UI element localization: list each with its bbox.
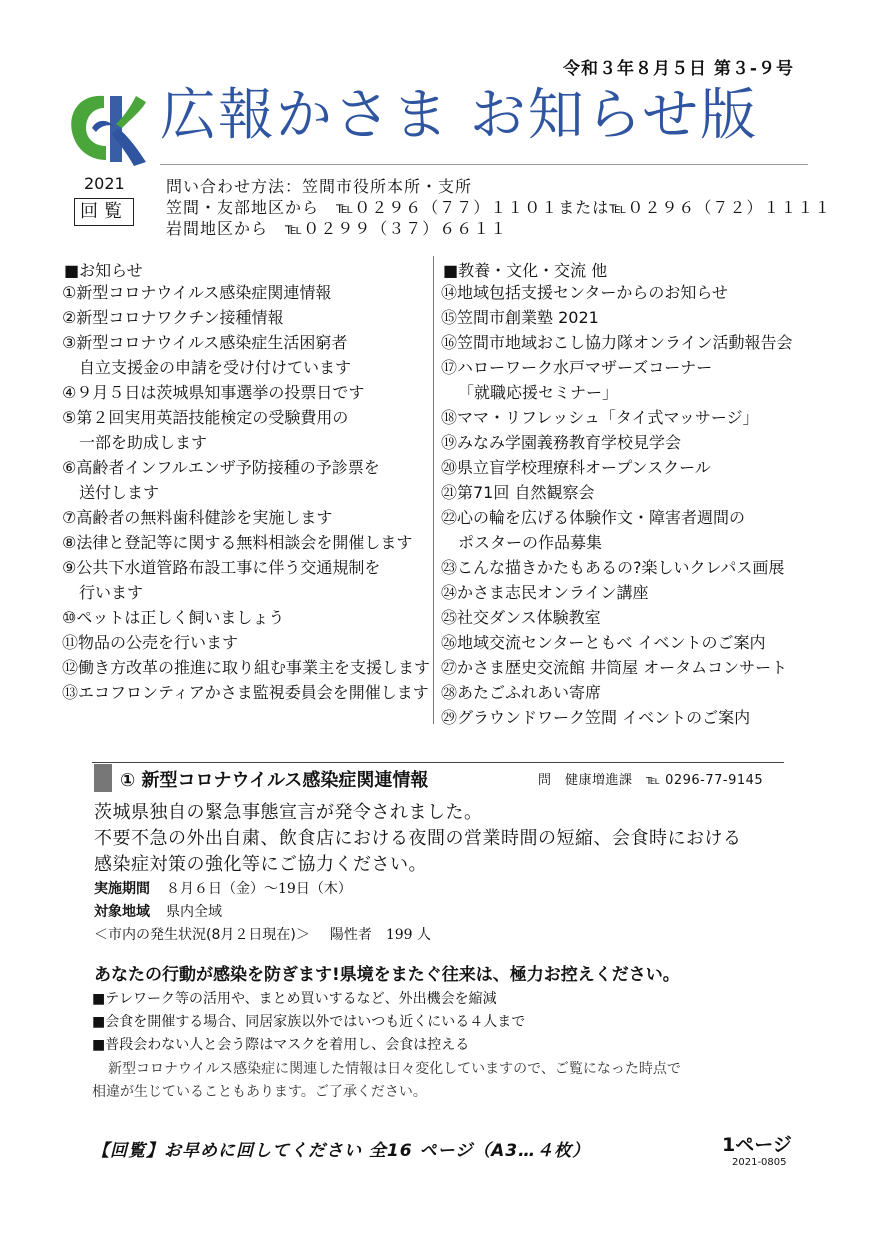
toc-item: ㉔かさま志民オンライン講座	[441, 583, 649, 602]
toc-item: ③新型コロナウイルス感染症生活困窮者	[62, 333, 348, 352]
contact-line-2: 笠間・友部地区から ℡０２９６（７７）１１０１または℡０２９６（７２）１１１１	[166, 198, 832, 217]
lead-line-1: 茨城県独自の緊急事態宣言が発令されました。	[94, 802, 483, 823]
kairan-box: 回覧	[74, 198, 134, 226]
toc-item: ㉙グラウンドワーク笠間 イベントのご案内	[441, 708, 751, 727]
note-line-2: 相違が生じていることもあります。ご了承ください。	[92, 1084, 427, 1100]
toc-item: ㉕社交ダンス体験教室	[441, 608, 601, 627]
toc-item: ㉘あたごふれあい寄席	[441, 683, 602, 702]
article-rule	[92, 762, 784, 763]
lead-line-2: 不要不急の外出自粛、飲食店における夜間の営業時間の短縮、会食時における	[94, 828, 742, 849]
article-title-bar	[94, 764, 112, 792]
area-row	[94, 901, 222, 921]
toc-item: ㉗かさま歴史交流館 井筒屋 オータムコンサート	[441, 658, 788, 677]
year-label: 2021	[84, 174, 125, 193]
page-number: 1ページ	[722, 1134, 792, 1156]
period-label: 実施期間	[94, 881, 150, 897]
toc-item: ④９月５日は茨城県知事選挙の投票日です	[62, 383, 365, 402]
toc-item: ⑫働き方改革の推進に取り組む事業主を支援します	[62, 658, 431, 677]
toc-item: ⑥高齢者インフルエンザ予防接種の予診票を	[62, 458, 380, 477]
toc-item: ⑦高齢者の無料歯科健診を実施します	[62, 508, 333, 527]
toc-item: ⑲みなみ学園義務教育学校見学会	[441, 433, 682, 452]
period-row	[94, 878, 352, 898]
status-row	[94, 924, 431, 944]
note-line-1: 新型コロナウイルス感染症に関連した情報は日々変化していますので、ご覧になった時点で	[108, 1061, 681, 1077]
masthead-rule	[160, 164, 808, 165]
toc-item: ㉖地域交流センターともべ イベントのご案内	[441, 633, 766, 652]
toc-item-continuation: 一部を助成します	[79, 433, 208, 452]
contact-line-1: 問い合わせ方法：笠間市役所本所・支所	[166, 177, 473, 196]
toc-left-heading: ■お知らせ	[64, 261, 143, 280]
toc-item: ⑪物品の公売を行います	[62, 633, 239, 652]
circulate-notice: 【回覧】お早めに回してください 全16 ページ（A3…４枚）	[92, 1141, 591, 1161]
toc-right-heading: ■教養・文化・交流 他	[443, 261, 608, 280]
bullet-1: ■テレワーク等の活用や、まとめ買いするなど、外出機会を縮減	[92, 991, 497, 1007]
toc-item: ⑳県立盲学校理療科オープンスクール	[441, 458, 711, 477]
toc-item: ①新型コロナウイルス感染症関連情報	[62, 283, 332, 302]
toc-item-continuation: 自立支援金の申請を受け付けています	[79, 358, 352, 377]
toc-item-continuation: 「就職応援セミナー」	[458, 383, 619, 402]
bullet-2: ■会食を開催する場合、同居家族以外ではいつも近くにいる４人まで	[92, 1014, 526, 1030]
area-value: 県内全域	[166, 904, 222, 920]
toc-item: ㉒心の輪を広げる体験作文・障害者週間の	[441, 508, 746, 527]
toc-item: ⑰ハローワーク水戸マザーズコーナー	[441, 358, 713, 377]
toc-right-list	[441, 280, 793, 730]
toc-item: ⑱ママ・リフレッシュ「タイ式マッサージ」	[441, 408, 759, 427]
toc-item-continuation: ポスターの作品募集	[458, 533, 603, 552]
kasama-logo	[66, 88, 150, 168]
bullet-3: ■普段会わない人と会う際はマスクを着用し、会食は控える	[92, 1037, 470, 1053]
toc-item: ⑮笠間市創業塾 2021	[441, 308, 599, 327]
toc-item-continuation: 行います	[79, 583, 144, 602]
toc-item: ⑩ペットは正しく飼いましょう	[62, 608, 285, 627]
masthead-title: 広報かさま お知らせ版	[160, 83, 759, 148]
doc-code: 2021-0805	[732, 1157, 787, 1168]
article-title: ① 新型コロナウイルス感染症関連情報	[120, 770, 429, 791]
toc-divider	[433, 256, 434, 724]
toc-item: ⑧法律と登記等に関する無料相談会を開催します	[62, 533, 413, 552]
period-value: ８月６日（金）～19日（木）	[166, 881, 352, 897]
status-value: 陽性者 199 人	[329, 927, 432, 943]
toc-item: ⑯笠間市地域おこし協力隊オンライン活動報告会	[441, 333, 793, 352]
toc-left-list	[62, 280, 430, 705]
toc-item-continuation: 送付します	[79, 483, 160, 502]
toc-item: ⑨公共下水道管路布設工事に伴う交通規制を	[62, 558, 381, 577]
toc-item: ㉓こんな描きかたもあるの?楽しいクレパス画展	[441, 558, 785, 577]
article-contact: 問 健康増進課 ℡ 0296-77-9145	[538, 773, 764, 788]
toc-item: ㉑第71回 自然観察会	[441, 483, 595, 502]
toc-item: ⑬エコフロンティアかさま監視委員会を開催します	[62, 683, 429, 702]
issue-date: 令和３年８月５日 第３-９号	[563, 59, 794, 79]
toc-item: ②新型コロナワクチン接種情報	[62, 308, 284, 327]
action-headline: あなたの行動が感染を防ぎます!県境をまたぐ往来は、極力お控えください。	[94, 965, 680, 985]
toc-item: ⑭地域包括支援センターからのお知らせ	[441, 283, 728, 302]
lead-line-3: 感染症対策の強化等にご協力ください。	[94, 854, 427, 875]
contact-line-3: 岩間地区から ℡０２９９（３７）６６１１	[166, 219, 508, 238]
area-label: 対象地域	[94, 904, 150, 920]
status-label: ＜市内の発生状況(8月２日現在)＞	[94, 927, 310, 943]
toc-item: ⑤第２回実用英語技能検定の受験費用の	[62, 408, 349, 427]
